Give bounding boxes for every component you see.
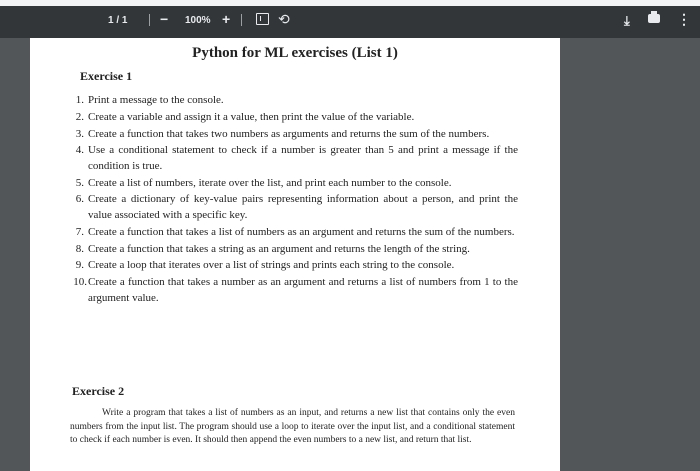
item-number: 4. <box>75 144 84 157</box>
exercise-2-heading: Exercise 2 <box>72 384 125 398</box>
item-number: 8. <box>75 242 84 255</box>
item-text: Create a function that takes a number as an argument and returns a list of numbers from 1 to the argument value. <box>88 276 518 304</box>
list-item <box>75 242 518 258</box>
page-indicator[interactable]: 1 / 1 <box>108 15 128 26</box>
item-number: 6. <box>75 193 84 206</box>
fit-page-icon[interactable] <box>256 13 269 25</box>
item-text: Create a function that takes a string as an argument and returns the length of the string. <box>88 242 470 255</box>
more-options-icon[interactable]: ⋮ <box>677 11 691 27</box>
item-text: Print a message to the console. <box>88 94 224 106</box>
rotate-icon[interactable]: ⟲ <box>278 11 290 27</box>
item-number: 10. <box>73 276 87 289</box>
list-item <box>73 275 518 306</box>
zoom-level[interactable]: 100% <box>185 15 211 26</box>
exercise-2-text: Write a program that takes a list of numbers as an input, and returns a new list that contains only the even numbers from the input list. The program should use a loop to iterate over the input list, and a conditional statement to check if each number is even. It should then append the even numbers to a new list, and return that list. <box>70 408 515 445</box>
item-text: Use a conditional statement to check if a number is greater than 5 and print a message if the condition is true. <box>88 144 518 172</box>
item-text: Create a loop that iterates over a list of strings and prints each string to the console. <box>88 259 455 272</box>
list-item <box>75 258 518 274</box>
zoom-out-button[interactable]: − <box>160 11 169 27</box>
item-number: 2. <box>75 110 84 123</box>
zoom-in-button[interactable]: + <box>222 11 231 27</box>
download-icon[interactable]: ⤓ <box>624 13 630 28</box>
item-number: 3. <box>75 127 84 140</box>
item-text: Create a function that takes two numbers as arguments and returns the sum of the numbers. <box>88 127 490 140</box>
item-number: 5. <box>75 176 84 189</box>
pdf-toolbar <box>0 0 700 38</box>
list-item <box>75 143 518 174</box>
print-icon[interactable] <box>648 14 660 23</box>
pdf-page <box>30 38 560 471</box>
list-item <box>75 192 518 223</box>
document-title: Python for ML exercises (List 1) <box>192 45 398 61</box>
exercise-1-heading: Exercise 1 <box>80 69 133 83</box>
browser-edge <box>0 0 700 6</box>
item-text: Create a variable and assign it a value, then print the value of the variable. <box>88 110 415 123</box>
item-text: Create a list of numbers, iterate over the list, and print each number to the console. <box>88 176 452 189</box>
item-text: Create a function that takes a list of numbers as an argument and returns the sum of the numbers. <box>88 225 515 238</box>
divider <box>149 14 150 26</box>
list-item <box>75 93 518 109</box>
item-number: 7. <box>75 225 84 238</box>
list-item <box>75 225 518 241</box>
list-item <box>75 127 518 143</box>
item-number: 9. <box>75 259 84 272</box>
list-item <box>75 176 518 192</box>
item-text: Create a dictionary of key-value pairs representing information about a person, and print the value associated with a specific key. <box>88 193 518 221</box>
divider <box>241 14 242 26</box>
list-item <box>75 110 518 126</box>
exercise-1-list <box>73 93 518 307</box>
item-number: 1. <box>75 94 84 106</box>
